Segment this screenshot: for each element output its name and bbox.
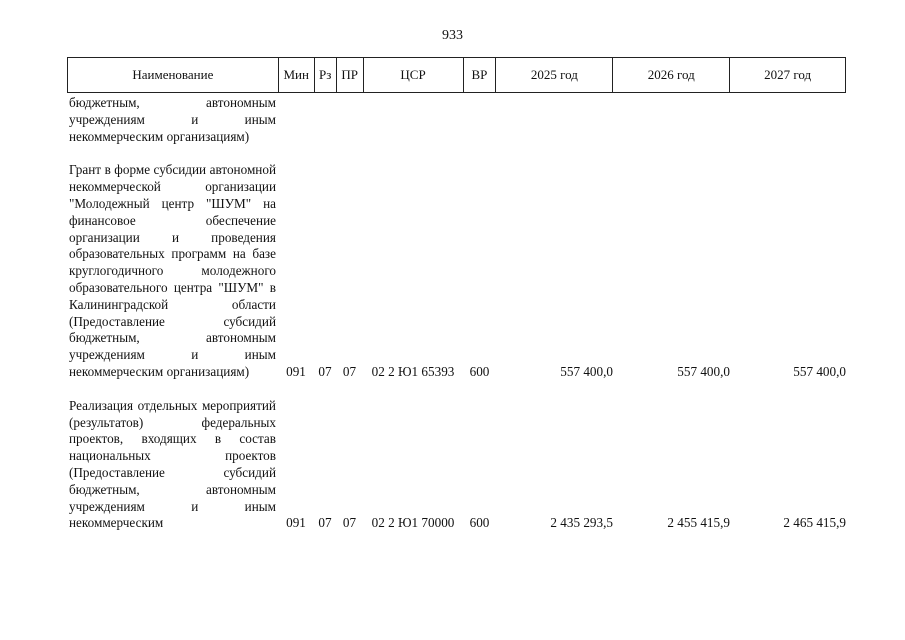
header-2025: 2025 год xyxy=(496,58,613,93)
cell-2027: 2 465 415,9 xyxy=(783,515,846,531)
cell-vr: 600 xyxy=(469,363,490,379)
header-csr: ЦСР xyxy=(364,58,464,93)
row-name: Грант в форме субсидии автономной некоммерческой организации "Молодежный центр "ШУМ" на финансовое обеспечение организации и проведения образовательных программ на базе круглогодичного молодежного образовательного центра "ШУМ" в Калининградской области (Предоставление субсидий бюджетным, автономным учреждениям и иным некоммерческим организациям) xyxy=(69,162,276,379)
header-2027: 2027 год xyxy=(730,58,846,93)
row-name: Реализация отдельных мероприятий (результатов) федеральных проектов, входящих в состав национальных проектов (Предоставление субсидий бюджетным, автономным учреждениям и иным некоммерческим xyxy=(69,397,276,531)
cell-pr: 07 xyxy=(342,515,357,531)
cell-2026: 2 455 415,9 xyxy=(667,515,730,531)
cell-vr: 600 xyxy=(469,515,490,531)
row-values xyxy=(278,515,846,532)
cell-pr: 07 xyxy=(342,363,357,379)
cell-csr: 02 2 Ю1 65393 xyxy=(371,363,455,379)
header-min: Мин xyxy=(279,58,315,93)
cell-rz: 07 xyxy=(318,363,332,379)
table-row xyxy=(67,162,846,380)
cell-csr: 02 2 Ю1 70000 xyxy=(371,515,455,531)
header-name: Наименование xyxy=(68,58,279,93)
table-row xyxy=(67,398,846,532)
cell-min: 091 xyxy=(286,515,306,531)
row-values xyxy=(278,364,846,381)
cell-rz: 07 xyxy=(318,515,332,531)
header-vr: ВР xyxy=(464,58,497,93)
cell-2025: 557 400,0 xyxy=(560,363,613,379)
table-body xyxy=(67,95,846,532)
page-number: 933 xyxy=(442,28,463,43)
cell-2027: 557 400,0 xyxy=(793,363,846,379)
header-2026: 2026 год xyxy=(613,58,730,93)
cell-2025: 2 435 293,5 xyxy=(550,515,613,531)
table-row xyxy=(67,95,846,145)
table-header xyxy=(67,57,846,93)
row-name: бюджетным, автономным учреждениям и иным некоммерческим организациям) xyxy=(69,95,276,144)
cell-min: 091 xyxy=(286,363,306,379)
cell-2026: 557 400,0 xyxy=(677,363,730,379)
header-pr: ПР xyxy=(337,58,364,93)
header-rz: Рз xyxy=(315,58,337,93)
